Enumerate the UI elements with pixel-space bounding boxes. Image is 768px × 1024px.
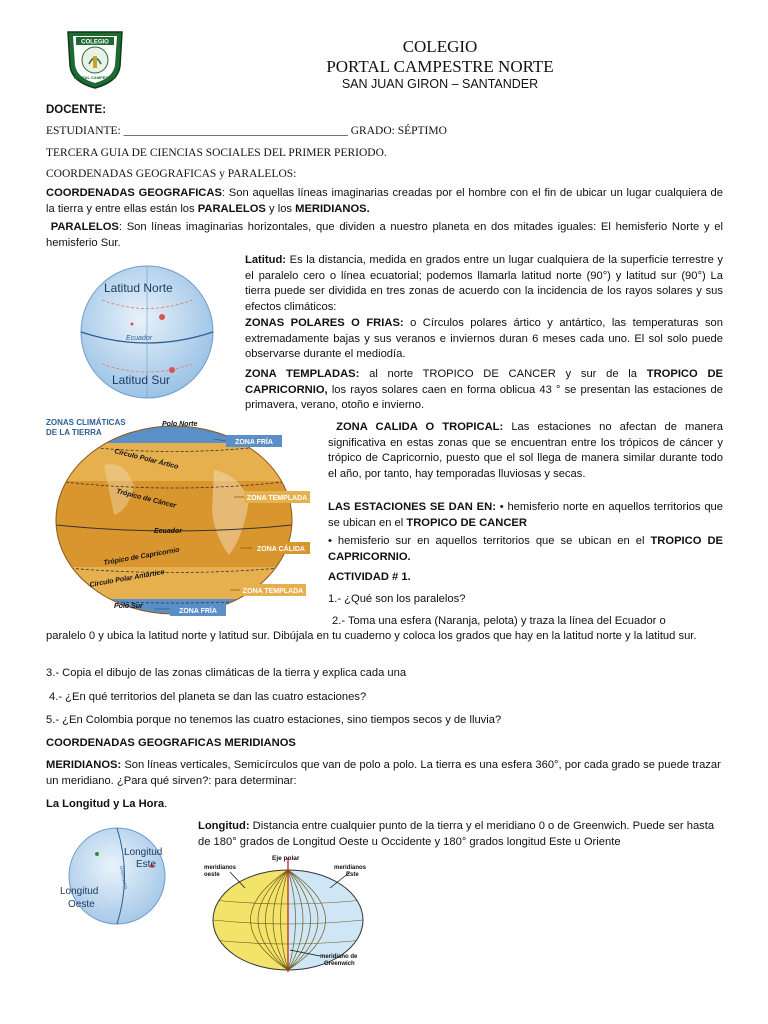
- tema-title: COORDENADAS GEOGRAFICAS y PARALELOS:: [46, 168, 297, 180]
- longitud-oeste-label-1: Longitud: [60, 886, 99, 897]
- latitud-globe-figure: [72, 262, 222, 402]
- school-logo: [62, 26, 128, 90]
- zona-templada-box-south: [230, 584, 306, 596]
- estaciones-paragraph: LAS ESTACIONES SE DAN EN: • hemisferio norte en aquellos territorios que se ubican en el TROPICO DE CANCER: [328, 501, 723, 529]
- actividad-q1: 1.- ¿Qué son los paralelos?: [328, 593, 466, 605]
- paralelos-term: PARALELOS: [50, 221, 119, 233]
- longitud-paragraph: Longitud: Distancia entre cualquier punto de la tierra y el meridiano 0 o de Greenwich. Puede ser hasta de 180° grados de Longitud Oeste u Occidente y 180° grados longitud Este u Oriente: [198, 820, 715, 848]
- actividad-title: ACTIVIDAD # 1.: [328, 571, 411, 583]
- circulo-artico-label: Círculo Polar Ártico: [113, 448, 179, 471]
- meridianos-globe-figure: [200, 850, 380, 974]
- meridiano-greenwich-label-1: meridiano de: [320, 954, 358, 960]
- meridianos-este-label-2: Este: [346, 872, 359, 878]
- actividad-q3: 3.- Copia el dibujo de las zonas climáticas de la tierra y explica cada una: [46, 667, 407, 679]
- latitud-sur-label: Latitud Sur: [112, 373, 171, 387]
- longitud-globe-figure: [52, 826, 182, 926]
- longitud-este-label-1: Longitud: [124, 847, 163, 858]
- longitud-term: Longitud:: [198, 820, 250, 832]
- meridianos-paragraph: MERIDIANOS: Son líneas verticales, Semicírculos que van de polo a polo. La tierra es una esfera 360°, por cada grado se puede trazar un meridiano. ¿Para qué sirven?: para determinar:: [46, 759, 721, 787]
- svg-text:ZONA FRÍA: ZONA FRÍA: [179, 608, 217, 615]
- meridianos-oeste-label-1: meridianos: [204, 865, 237, 871]
- zona-calida-term: ZONA CALIDA O TROPICAL:: [336, 421, 504, 433]
- longitud-este-label-2: Este: [136, 859, 157, 870]
- logo-top-text: COLEGIO: [81, 39, 109, 46]
- actividad-q4: 4.- ¿En qué territorios del planeta se dan las cuatro estaciones?: [49, 691, 367, 703]
- polo-sur-label: Polo Sur: [114, 603, 143, 610]
- school-location: SAN JUAN GIRON – SANTANDER: [341, 77, 539, 91]
- greenwich-label: Greenwich: [118, 865, 129, 890]
- zona-calida-paragraph: ZONA CALIDA O TROPICAL: Las estaciones no afectan de manera significativa en estas zonas que se encuentran entre los trópicos de cáncer y trópico de Capricornio, puesto que el sol llega de manera similar durante todo el año, por tanto, hay temporadas lluviosas y secas.: [328, 421, 723, 480]
- zonas-polares-paragraph: ZONAS POLARES O FRIAS: o Círculos polares ártico y antártico, las temperaturas son extremadamente bajas y sus veranos e inviernos duran 6 meses cada uno. El sol solo puede observarse durante el mediodía.: [245, 317, 724, 360]
- actividad-q5: 5.- ¿En Colombia porque no tenemos las cuatro estaciones, sino tiempos secos y de lluvia?: [46, 714, 502, 726]
- zona-templada-box-north: [234, 491, 310, 503]
- ecuador-zonas-label: Ecuador: [154, 528, 183, 535]
- actividad-q2b: paralelo 0 y ubica la latitud norte y latitud sur. Dibújala en tu cuaderno y coloca los grados que hay en la latitud norte y la latitud sur.: [46, 630, 697, 642]
- estaciones-term: LAS ESTACIONES SE DAN EN:: [328, 501, 496, 513]
- longitud-oeste-label-2: Oeste: [68, 899, 95, 910]
- coordenadas-paragraph: COORDENADAS GEOGRAFICAS: Son aquellas líneas imaginarias creadas por el hombre con el fin de ubicar un lugar cualquiera de la tierra y entre ellas están los PARALELOS y los MERIDIANOS.: [46, 187, 724, 215]
- zona-templada-paragraph: ZONA TEMPLADAS: al norte TROPICO DE CANCER y sur de la TROPICO DE CAPRICORNIO, los rayos solares caen en forma oblicua 43 ° se presentan las estaciones de primavera, verano, otoño e invierno.: [245, 368, 723, 411]
- latitud-paragraph: Latitud: Es la distancia, medida en grados entre un lugar cualquiera de la superficie terrestre y el paralelo cero o línea ecuatorial; podemos llamarla latitud norte (90°) y latitud sur (90°) La tierra puede ser dividida en tres zonas de acuerdo con la incidencia de los rayos solares y sus efectos climáticos:: [245, 254, 723, 313]
- meridianos-title: COORDENADAS GEOGRAFICAS MERIDIANOS: [46, 737, 296, 749]
- latitud-norte-label: Latitud Norte: [104, 281, 173, 295]
- polo-norte-label: Polo Norte: [162, 421, 198, 428]
- estaciones-sur-paragraph: • hemisferio sur en aquellos territorios que se ubican en el TROPICO DE CAPRICORNIO.: [328, 535, 723, 563]
- meridianos-oeste-label-2: oeste: [204, 872, 220, 878]
- guia-title: TERCERA GUIA DE CIENCIAS SOCIALES DEL PRIMER PERIODO.: [46, 147, 387, 159]
- meridiano-greenwich-label-2: Greenwich: [324, 961, 355, 967]
- actividad-q2a: 2.- Toma una esfera (Naranja, pelota) y traza la línea del Ecuador o: [332, 615, 666, 627]
- meridianos-term: MERIDIANOS:: [46, 759, 122, 771]
- svg-text:ZONA TEMPLADA: ZONA TEMPLADA: [246, 495, 308, 502]
- paralelos-paragraph: PARALELOS: Son líneas imaginarias horizontales, que dividen a nuestro planeta en dos mitades iguales: El hemisferio Norte y el hemisferio Sur.: [46, 221, 723, 249]
- meridianos-este-label-1: meridianos: [334, 865, 367, 871]
- estudiante-line: ESTUDIANTE: _______________________________________ GRADO: SÉPTIMO: [46, 125, 447, 137]
- tropico-cancer-label: Trópico de Cáncer: [115, 488, 177, 510]
- zonas-title-1: ZONAS CLIMÁTICAS: [46, 418, 126, 427]
- tropico-capricornio-label: Trópico de Capricornio: [103, 546, 181, 567]
- svg-text:ZONA FRÍA: ZONA FRÍA: [235, 439, 273, 446]
- latitud-term: Latitud:: [245, 254, 287, 266]
- ecuador-label: Ecuador: [126, 335, 153, 342]
- zonas-title-2: DE LA TIERRA: [46, 428, 102, 437]
- school-title: COLEGIO: [402, 37, 478, 56]
- school-name: PORTAL CAMPESTRE NORTE: [326, 57, 554, 76]
- zonas-climaticas-figure: [44, 415, 319, 617]
- zonas-polares-term: ZONAS POLARES O FRIAS:: [245, 317, 404, 329]
- coordenadas-term: COORDENADAS GEOGRAFICAS: [46, 187, 222, 199]
- zona-templada-term: ZONA TEMPLADAS:: [245, 368, 360, 380]
- eje-polar-label: Eje polar: [272, 855, 300, 862]
- longitud-hora-subtitle: La Longitud y La Hora.: [46, 798, 168, 810]
- svg-text:ZONA CÁLIDA: ZONA CÁLIDA: [257, 546, 305, 553]
- svg-text:ZONA TEMPLADA: ZONA TEMPLADA: [242, 588, 304, 595]
- logo-bottom-text: PORTAL CAMPESTRE: [73, 75, 117, 80]
- docente-label: DOCENTE:: [46, 104, 107, 116]
- circulo-antartico-label: Círculo Polar Antártico: [89, 568, 166, 589]
